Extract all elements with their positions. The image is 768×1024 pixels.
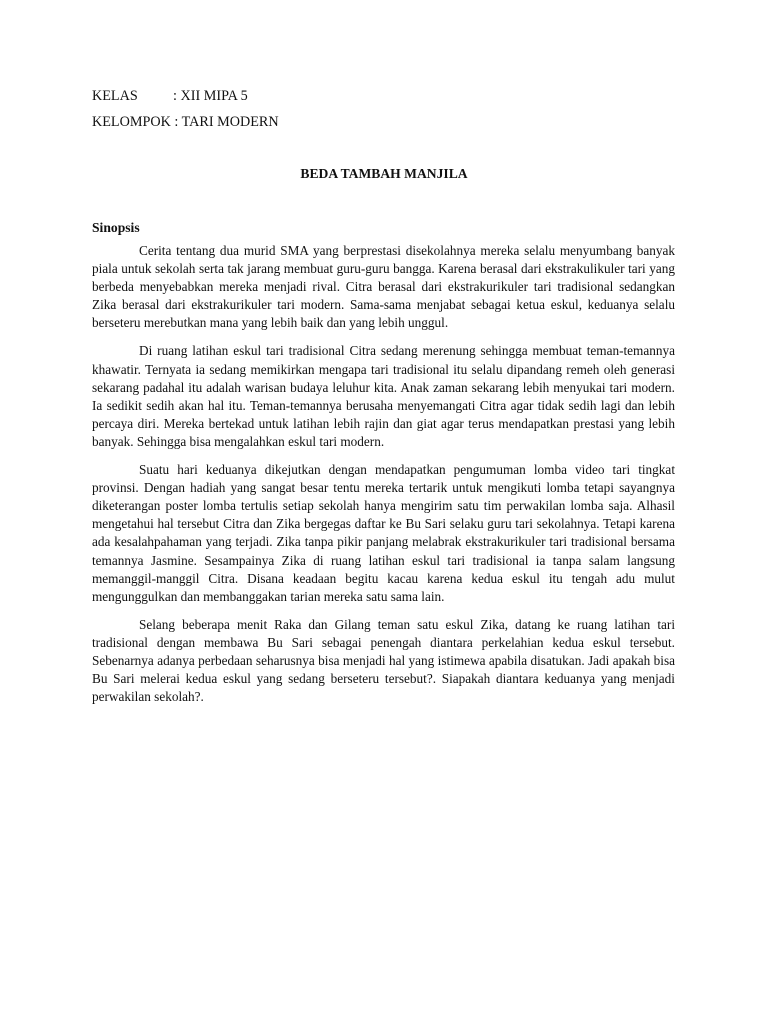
group-value: : TARI MODERN xyxy=(174,114,279,130)
class-label: KELAS xyxy=(92,88,138,104)
group-line xyxy=(92,113,279,131)
group-label: KELOMPOK xyxy=(92,114,171,130)
paragraph: Di ruang latihan eskul tari tradisional Citra sedang merenung sehingga membuat teman-temannya khawatir. Ternyata ia sedang memikirkan mengapa tari tradisional itu selalu dipandang remeh oleh generasi sekarang padahal itu adalah warisan budaya leluhur kita. Anak zaman sekarang lebih menyukai tari modern. Ia sedikit sedih akan hal itu. Teman-temannya berusaha menyemangati Citra agar tidak sedih lagi dan lebih percaya diri. Mereka bertekad untuk latihan lebih rajin dan giat agar terus mendapatkan prestasi yang lebih banyak. Sehingga bisa mengalahkan eskul tari modern. xyxy=(92,343,675,449)
class-value: : XII MIPA 5 xyxy=(173,88,248,104)
class-line xyxy=(92,87,248,105)
paragraph: Cerita tentang dua murid SMA yang berprestasi disekolahnya mereka selalu menyumbang banyak piala untuk sekolah serta tak jarang membuat guru-guru bangga. Karena berasal dari ekstrakulikuler tari yang berbeda menyebabkan mereka menjadi rival. Citra berasal dari ekstrakurikuler tari tradisional sedangkan Zika berasal dari ekstrakurikuler tari modern. Sama-sama menjabat sebagai ketua eskul, keduanya selalu berseteru merebutkan mana yang lebih baik dan yang lebih unggul. xyxy=(92,243,675,331)
document-title: BEDA TAMBAH MANJILA xyxy=(300,166,468,181)
synopsis-body xyxy=(92,242,675,716)
synopsis-heading: Sinopsis xyxy=(92,220,140,235)
paragraph: Selang beberapa menit Raka dan Gilang teman satu eskul Zika, datang ke ruang latihan tari tradisional dengan membawa Bu Sari sebagai penengah diantara perkelahian kedua eskul tersebut. Sebenarnya adanya perbedaan seharusnya bisa menjadi hal yang istimewa apabila disatukan. Jadi apakah bisa Bu Sari melerai kedua eskul yang sedang berseteru tersebut?. Siapakah diantara keduanya yang menjadi perwakilan sekolah?. xyxy=(92,616,675,705)
paragraph: Suatu hari keduanya dikejutkan dengan mendapatkan pengumuman lomba video tari tingkat provinsi. Dengan hadiah yang sangat besar tentu mereka tertarik untuk mengikuti lomba tetapi sayangnya diketerangan poster lomba tertulis setiap sekolah hanya mengirim satu tim perwakilan lomba saja. Alhasil mengetahui hal tersebut Citra dan Zika bergegas daftar ke Bu Sari selaku guru tari sekolahnya. Tetapi karena ada kesalahpahaman yang terjadi. Zika tanpa pikir panjang melabrak ekstrakurikuler tari tradisional bersama temannya Jasmine. Sesampainya Zika di ruang latihan eskul tari tradisional ia tanpa salam langsung memanggil-manggil Citra. Disana keadaan begitu kacau karena kedua eskul itu tengah adu mulut mengunggulkan dan membanggakan tarian mereka satu sama lain. xyxy=(92,462,675,604)
